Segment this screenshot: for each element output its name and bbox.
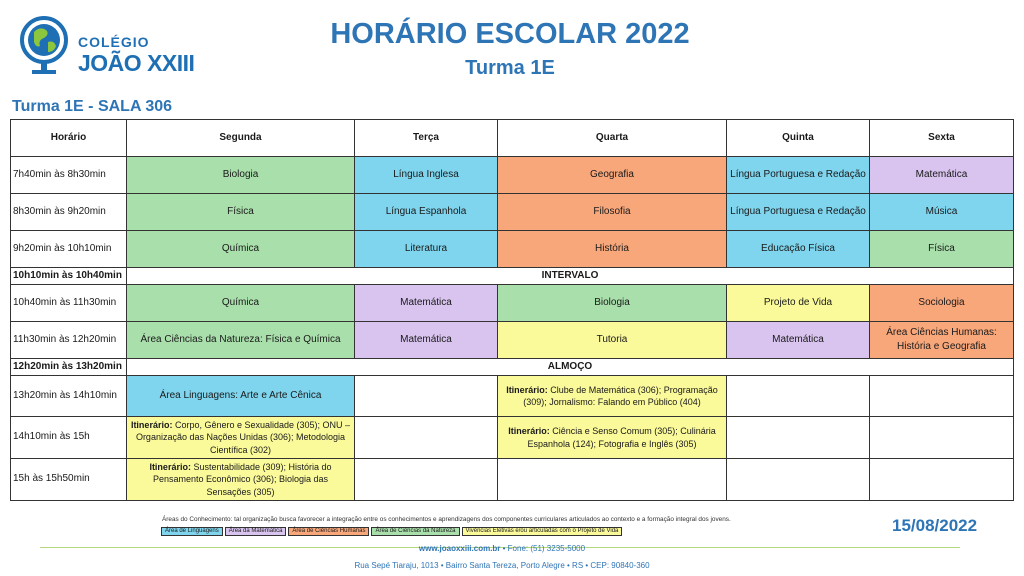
column-header: Horário [11, 120, 127, 157]
table-row [11, 359, 1014, 376]
table-row [11, 417, 1014, 459]
subject-cell: Área Ciências Humanas: História e Geografia [870, 322, 1014, 359]
subject-cell: Química [127, 285, 355, 322]
itinerary-label: Itinerário: [130, 420, 173, 431]
subject-cell: Sociologia [870, 285, 1014, 322]
subject-cell: Educação Física [727, 231, 870, 268]
globe-icon [20, 12, 76, 78]
footer-note: Áreas do Conhecimento: tal organização busca favorecer a integração entre os conhecimentos e aprendizagens dos componentes curriculares articulados ao contexto e a formação integral dos jovens. [162, 516, 731, 523]
subject-cell: História [498, 231, 727, 268]
itinerary-label: Itinerário: [508, 426, 550, 437]
class-room-label: Turma 1E - SALA 306 [12, 98, 173, 115]
table-row [11, 231, 1014, 268]
subject-cell [355, 459, 498, 501]
subject-cell [355, 417, 498, 459]
table-row [11, 194, 1014, 231]
column-header: Quinta [727, 120, 870, 157]
subject-cell: Biologia [127, 157, 355, 194]
page-subtitle: Turma 1E [465, 57, 555, 79]
subject-cell [127, 417, 355, 459]
subject-cell [355, 376, 498, 417]
subject-cell [727, 417, 870, 459]
subject-cell: Filosofia [498, 194, 727, 231]
schedule-date: 15/08/2022 [892, 516, 978, 535]
subject-cell [727, 376, 870, 417]
table-row [11, 459, 1014, 501]
subject-cell: Área Ciências da Natureza: Física e Química [127, 322, 355, 359]
legend-item: Área da Matemática [225, 527, 287, 536]
time-slot: 9h20min às 10h10min [11, 231, 127, 268]
school-logo [20, 12, 220, 78]
table-row [11, 322, 1014, 359]
subject-cell: Língua Portuguesa e Redação [727, 157, 870, 194]
itinerary-text: Corpo, Gênero e Sexualidade (305); ONU – Organização das Nações Unidas (306); Metodologia Científica (302) [135, 420, 351, 455]
page-title: HORÁRIO ESCOLAR 2022 [330, 18, 690, 50]
column-header: Terça [355, 120, 498, 157]
legend-item: Área de Linguagens [161, 527, 223, 536]
subject-cell: Química [127, 231, 355, 268]
subject-cell: Geografia [498, 157, 727, 194]
logo-school-text: COLÉGIO [78, 34, 150, 50]
break-cell: INTERVALO [127, 268, 1014, 285]
time-slot: 12h20min às 13h20min [11, 359, 127, 376]
time-slot: 8h30min às 9h20min [11, 194, 127, 231]
column-header: Segunda [127, 120, 355, 157]
contact-line [0, 544, 1004, 553]
subject-cell [870, 376, 1014, 417]
table-row [11, 157, 1014, 194]
time-slot: 7h40min às 8h30min [11, 157, 127, 194]
subject-cell [498, 417, 727, 459]
subject-cell: Matemática [355, 322, 498, 359]
subject-cell: Língua Inglesa [355, 157, 498, 194]
time-slot: 14h10min às 15h [11, 417, 127, 459]
subject-cell: Literatura [355, 231, 498, 268]
address-text: Rua Sepé Tiaraju, 1013 • Bairro Santa Tereza, Porto Alegre • RS • CEP: 90840-360 [354, 561, 650, 570]
subject-cell: Matemática [727, 322, 870, 359]
subject-cell: Física [127, 194, 355, 231]
time-slot: 13h20min às 14h10min [11, 376, 127, 417]
color-legend [161, 527, 624, 536]
table-row [11, 268, 1014, 285]
table-header-row [11, 120, 1014, 157]
subject-cell: Matemática [870, 157, 1014, 194]
time-slot: 11h30min às 12h20min [11, 322, 127, 359]
time-slot: 15h às 15h50min [11, 459, 127, 501]
subject-cell [727, 459, 870, 501]
subject-cell: Física [870, 231, 1014, 268]
subject-cell [127, 459, 355, 501]
itinerary-label: Itinerário: [149, 462, 191, 473]
subject-cell: Língua Portuguesa e Redação [727, 194, 870, 231]
subject-cell: Tutoria [498, 322, 727, 359]
table-row [11, 376, 1014, 417]
legend-item: Área de Ciências Humanas [288, 527, 369, 536]
time-slot: 10h10min às 10h40min [11, 268, 127, 285]
legend-item: Vivências Eletivas e/ou articuladas com o Projeto de Vida [462, 527, 623, 536]
legend-item: Área de Ciências da Natureza [371, 527, 459, 536]
column-header: Sexta [870, 120, 1014, 157]
itinerary-label: Itinerário: [506, 384, 548, 395]
subject-cell [870, 417, 1014, 459]
subject-cell [498, 459, 727, 501]
phone-text: • Fone: (51) 3235-5000 [500, 544, 586, 553]
subject-cell: Área Linguagens: Arte e Arte Cênica [127, 376, 355, 417]
logo-school-name: JOÃO XXIII [78, 50, 195, 76]
subject-cell: Biologia [498, 285, 727, 322]
break-cell: ALMOÇO [127, 359, 1014, 376]
itinerary-text: Clube de Matemática (306); Programação (309); Jornalismo: Falando em Público (404) [523, 384, 718, 407]
subject-cell: Língua Espanhola [355, 194, 498, 231]
subject-cell: Matemática [355, 285, 498, 322]
time-slot: 10h40min às 11h30min [11, 285, 127, 322]
schedule-table [10, 119, 1014, 501]
subject-cell [870, 459, 1014, 501]
website-link[interactable]: www.joaoxxiii.com.br [418, 544, 501, 553]
subject-cell: Projeto de Vida [727, 285, 870, 322]
subject-cell [498, 376, 727, 417]
column-header: Quarta [498, 120, 727, 157]
itinerary-text: Sustentabilidade (309); História do Pensamento Econômico (306); Biologia das Sensações (305) [152, 462, 332, 497]
table-row [11, 285, 1014, 322]
subject-cell: Música [870, 194, 1014, 231]
itinerary-text: Ciência e Senso Comum (305); Culinária Espanhola (124); Fotografia e Inglês (305) [527, 426, 716, 449]
